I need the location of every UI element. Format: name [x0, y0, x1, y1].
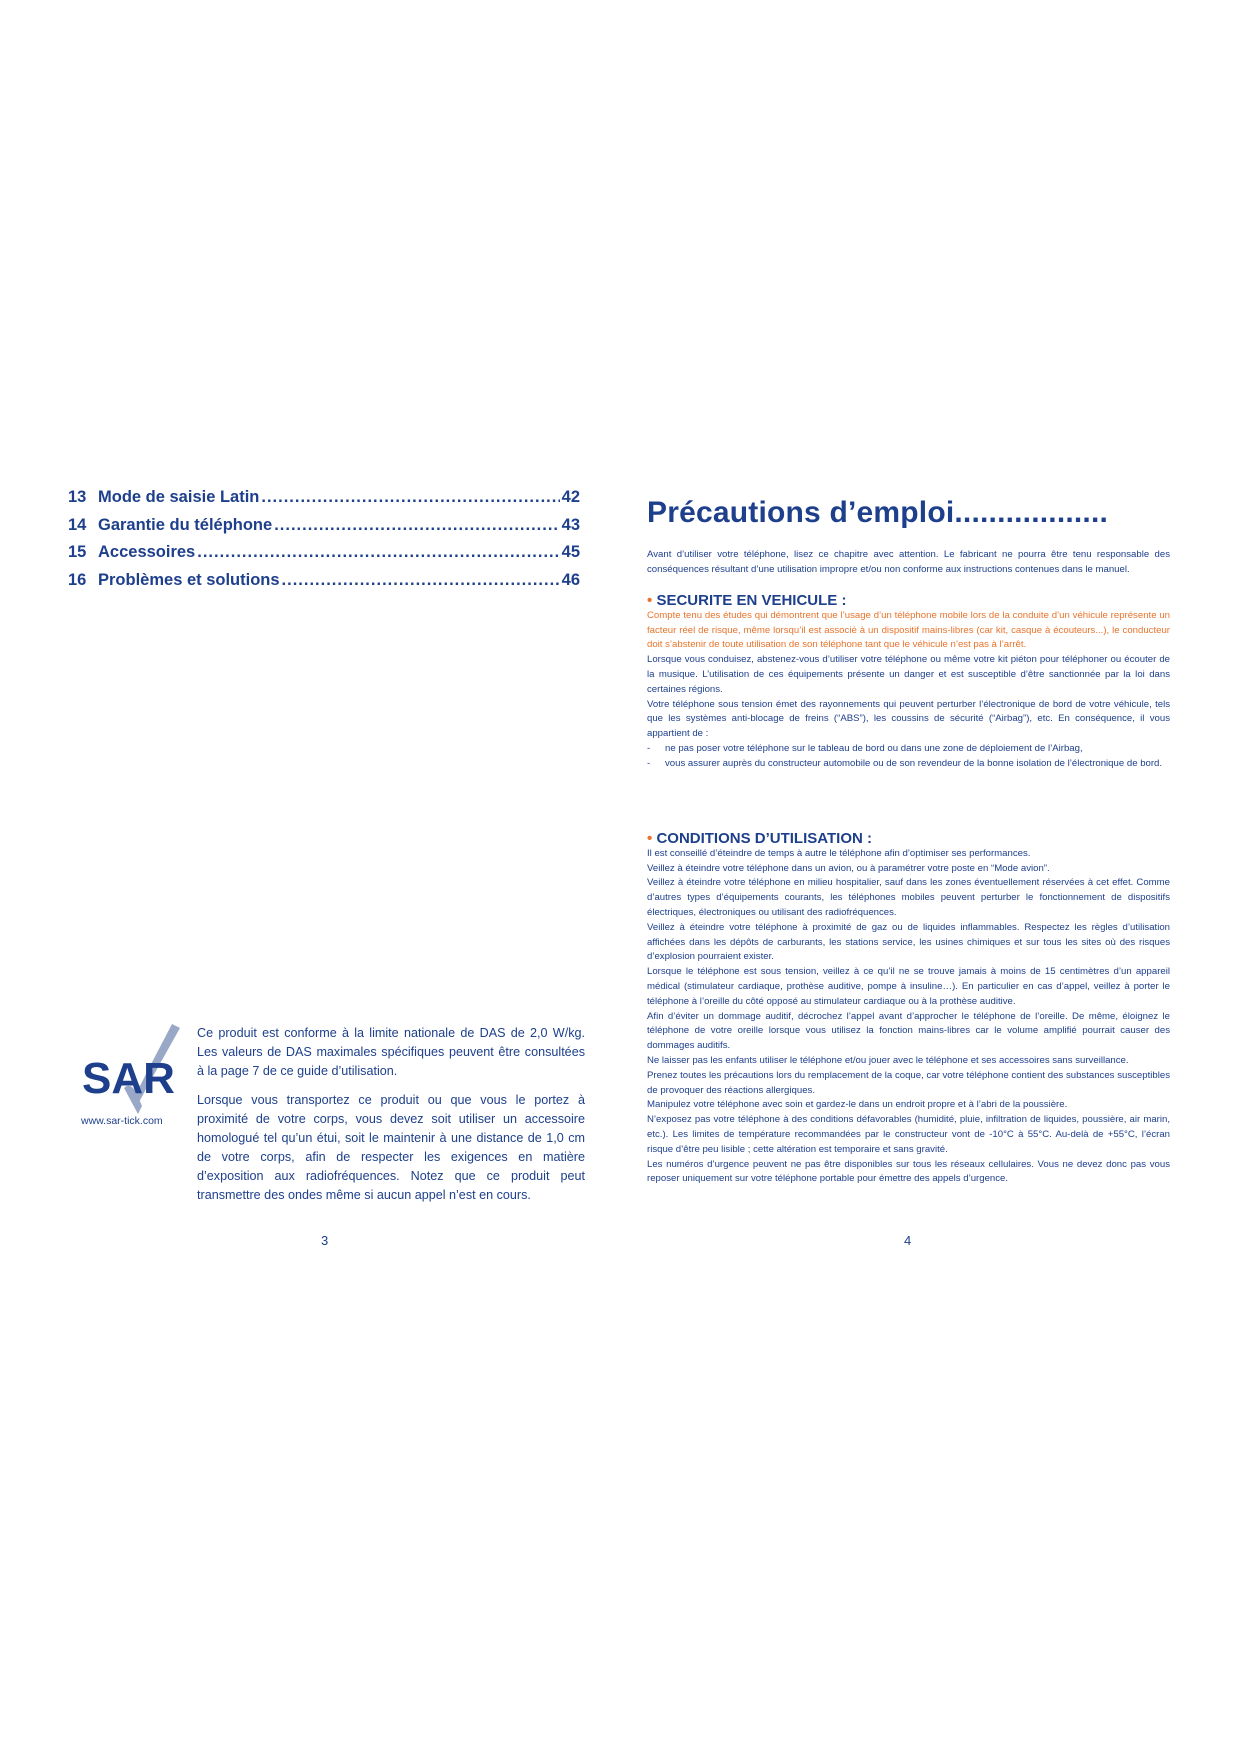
toc-page-number: 46 — [561, 570, 580, 589]
page-number: 4 — [904, 1233, 912, 1248]
section-heading — [647, 594, 1170, 609]
toc-entry[interactable] — [68, 571, 580, 599]
page-number: 3 — [321, 1233, 329, 1248]
toc-title: Problèmes et solutions — [98, 570, 280, 589]
body-paragraph: Veillez à éteindre votre téléphone à proximité de gaz ou de liquides inflammables. Respectez les règles d’utilisation affichées dans les dépôts de carburants, les stations service, les usines chimiques et sur tous les sites où des risques d’explosion pourraient exister. — [647, 921, 1170, 963]
toc-title: Garantie du téléphone — [98, 515, 273, 534]
table-of-contents — [68, 488, 580, 598]
body-paragraph: Afin d’éviter un dommage auditif, décrochez l’appel avant d’approcher le téléphone de l’oreille. De même, éloignez le téléphone de votre oreille lorsque vous utilisez la fonction mains-libres car le volume amplifié pourrait causer des dommages auditifs. — [647, 1010, 1170, 1052]
toc-entry[interactable] — [68, 488, 580, 516]
sar-logo-text: SAR — [82, 1054, 175, 1103]
body-paragraph: Manipulez votre téléphone avec soin et gardez-le dans un endroit propre et à l’abri de la poussière. — [647, 1099, 1068, 1111]
toc-number: 13 — [68, 488, 87, 506]
left-page — [0, 0, 620, 1754]
body-paragraph: Ne laisser pas les enfants utiliser le téléphone et/ou jouer avec le téléphone et ses accessoires sans surveillance. — [647, 1054, 1129, 1066]
toc-entry[interactable] — [68, 516, 580, 544]
section-vehicle-safety — [647, 594, 1170, 772]
body-paragraph: N’exposez pas votre téléphone à des conditions défavorables (humidité, pluie, infiltration de liquides, poussière, air marin, etc.). Les limites de température recommandées par le constructeur vont de -10°C à 55°C. Au-delà de +55°C, l’écran risque d’être peu lisible ; cette altération est temporaire et sans gravité. — [647, 1114, 1170, 1155]
toc-number: 14 — [68, 515, 87, 534]
list-item — [647, 742, 1170, 757]
sar-paragraph: Ce produit est conforme à la limite nationale de DAS de 2,0 W/kg. Les valeurs de DAS maximales spécifiques peuvent être consultées à la page 7 de ce guide d’utilisation. — [197, 1026, 585, 1078]
toc-leader-dots — [282, 571, 560, 590]
sar-notice — [197, 1024, 585, 1215]
warning-paragraph: Compte tenu des études qui démontrent que l’usage d’un téléphone mobile lors de la conduite d’un véhicule représente un facteur réel de risque, même lorsqu’il est associé à un dispositif mains-libres (car kit, casque à écouteurs...), le conducteur doit s’abstenir de toute utilisation de son téléphone tant que le véhicule n’est pas à l’arrêt. — [647, 609, 1170, 651]
section-heading-text: CONDITIONS D’UTILISATION : — [656, 830, 872, 847]
toc-page-number: 43 — [561, 515, 580, 534]
body-paragraph: Les numéros d’urgence peuvent ne pas être disponibles sur tous les réseaux cellulaires. Vous ne devez donc pas vous reposer uniquement sur votre téléphone portable pour émettre des appels d’urgence. — [647, 1158, 1170, 1185]
toc-leader-dots — [261, 488, 559, 507]
bullet-icon: • — [647, 830, 653, 847]
sar-logo-icon — [80, 1022, 186, 1126]
dash-bullet: - — [647, 757, 651, 769]
dash-bullet: - — [647, 742, 651, 754]
list-item-text: vous assurer auprès du constructeur automobile ou de son revendeur de la bonne isolation de l’électronique de bord. — [665, 757, 1163, 769]
toc-number: 16 — [68, 570, 87, 589]
toc-page-number: 45 — [561, 543, 580, 561]
body-paragraph: Lorsque vous conduisez, abstenez-vous d’utiliser votre téléphone ou même votre kit piéton pour téléphoner ou écouter de la musique. L’utilisation de ces équipements présente un danger et est susceptible d’être sanctionnée par la loi dans certaines régions. — [647, 654, 1170, 695]
toc-title: Mode de saisie Latin — [98, 488, 260, 506]
toc-entry[interactable] — [68, 543, 580, 571]
list-item-text: ne pas poser votre téléphone sur le tableau de bord ou dans une zone de déploiement de l’Airbag, — [665, 742, 1083, 754]
section-heading — [647, 832, 1170, 847]
toc-leader-dots — [197, 543, 559, 562]
body-paragraph: Veillez à éteindre votre téléphone en milieu hospitalier, sauf dans les zones éventuellement réservées à cet effet. Comme d’autres types d’équipements courants, les téléphones mobiles peuvent perturber le fonctionnement de dispositifs électriques, électroniques ou utilisant des radiofréquences. — [647, 877, 1170, 918]
body-paragraph: Prenez toutes les précautions lors du remplacement de la coque, car votre téléphone contient des substances susceptibles de provoquer des réactions allergiques. — [647, 1069, 1170, 1096]
intro-block — [647, 548, 1170, 578]
section-usage-conditions — [647, 832, 1170, 1187]
section-heading-text: SECURITE EN VEHICULE : — [656, 592, 847, 609]
body-paragraph: Lorsque le téléphone est sous tension, veillez à ce qu’il ne se trouve jamais à moins de 15 centimètres d’un appareil médical (stimulateur cardiaque, prothèse auditive, pompe à insuline…). En particulier en cas d’appel, veillez à porter le téléphone à l’oreille du côté opposé au stimulateur cardiaque ou à la prothèse auditive. — [647, 966, 1170, 1007]
body-paragraph: Il est conseillé d’éteindre de temps à autre le téléphone afin d’optimiser ses performances. — [647, 847, 1031, 859]
intro-paragraph: Avant d’utiliser votre téléphone, lisez ce chapitre avec attention. Le fabricant ne pourra être tenu responsable des conséquences résultant d’une utilisation impropre et/ou non conforme aux instructions contenues dans le manuel. — [647, 549, 1170, 575]
body-paragraph: Votre téléphone sous tension émet des rayonnements qui peuvent perturber l’électronique de bord de votre véhicule, tels que les systèmes anti-blocage de freins (“ABS”), les coussins de sécurité (“Airbag”), etc. En conséquence, il vous appartient de : — [647, 698, 1170, 740]
toc-page-number: 42 — [561, 488, 580, 506]
toc-number: 15 — [68, 543, 87, 561]
bullet-icon: • — [647, 592, 653, 609]
body-paragraph: Veillez à éteindre votre téléphone dans un avion, ou à paramétrer votre poste en “Mode avion”. — [647, 862, 1050, 874]
list-item — [647, 757, 1170, 772]
page-title: Précautions d’emploi.................. — [647, 496, 1109, 529]
toc-title: Accessoires — [98, 543, 196, 561]
sar-url-link[interactable]: www.sar-tick.com — [81, 1115, 163, 1127]
sar-paragraph: Lorsque vous transportez ce produit ou que vous le portez à proximité de votre corps, vous devez soit utiliser un accessoire homologué tel qu’un étui, soit le maintenir à une distance de 1,0 cm de votre corps, afin de respecter les exigences en matière d’exposition aux radiofréquences. Notez que ce produit peut transmettre des ondes même si aucun appel n’est en cours. — [197, 1093, 585, 1202]
toc-leader-dots — [274, 516, 559, 535]
